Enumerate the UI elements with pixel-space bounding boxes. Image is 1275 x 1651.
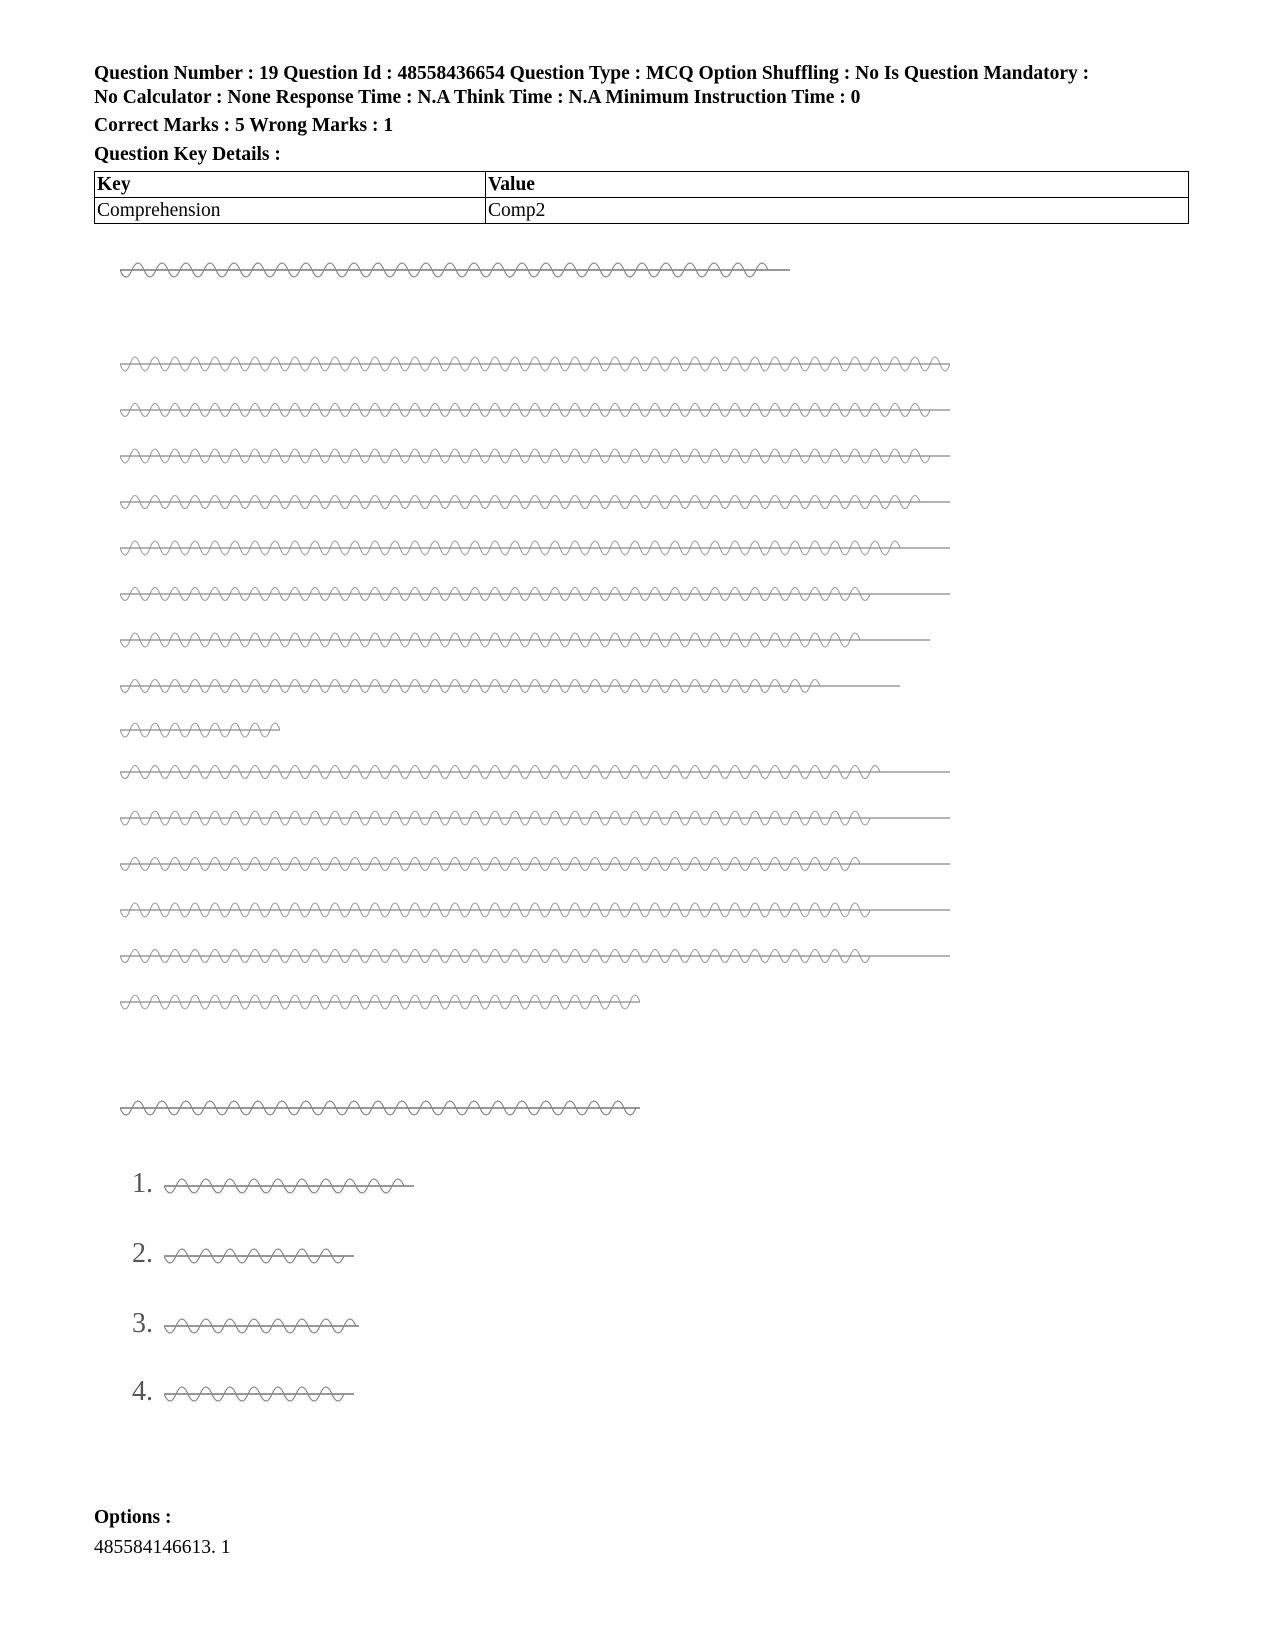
passage-line-3 bbox=[120, 444, 950, 474]
options-heading: Options : bbox=[94, 1507, 172, 1528]
question-header bbox=[94, 62, 1189, 224]
option-text-2 bbox=[164, 1244, 354, 1274]
table-cell-value: Comp2 bbox=[486, 198, 1189, 224]
option-number-2: 2. bbox=[132, 1238, 153, 1269]
question-meta-line-2: No Calculator : None Response Time : N.A Think Time : N.A Minimum Instruction Time : 0 bbox=[94, 87, 861, 108]
passage-line-7 bbox=[120, 628, 930, 658]
option-id-row: 485584146613. 1 bbox=[94, 1537, 231, 1558]
key-details-heading: Question Key Details : bbox=[94, 144, 281, 165]
table-header-value: Value bbox=[486, 172, 1189, 198]
option-number-3: 3. bbox=[132, 1308, 153, 1339]
passage-line-13 bbox=[120, 898, 950, 928]
tibetan-passage-image bbox=[120, 258, 1000, 1478]
option-text-3 bbox=[164, 1314, 359, 1344]
table-header-key: Key bbox=[95, 172, 486, 198]
passage-line-9 bbox=[120, 718, 280, 748]
passage-line-4 bbox=[120, 490, 950, 520]
passage-line-14 bbox=[120, 944, 950, 974]
option-number-4: 4. bbox=[132, 1376, 153, 1407]
passage-prompt-line bbox=[120, 258, 790, 288]
passage-line-11 bbox=[120, 806, 950, 836]
passage-line-10 bbox=[120, 760, 950, 790]
marks-line: Correct Marks : 5 Wrong Marks : 1 bbox=[94, 115, 394, 136]
option-text-1 bbox=[164, 1174, 414, 1204]
key-details-table bbox=[94, 171, 1189, 224]
passage-line-1 bbox=[120, 352, 950, 382]
question-meta-line-1: Question Number : 19 Question Id : 48558436654 Question Type : MCQ Option Shuffling : No Is Question Mandatory : bbox=[94, 63, 1090, 84]
option-number-1: 1. bbox=[132, 1168, 153, 1199]
question-stem-line bbox=[120, 1096, 640, 1126]
passage-line-6 bbox=[120, 582, 950, 612]
passage-line-8 bbox=[120, 674, 900, 704]
table-cell-key: Comprehension bbox=[95, 198, 486, 224]
passage-line-15 bbox=[120, 990, 640, 1020]
passage-line-5 bbox=[120, 536, 950, 566]
table-header-row bbox=[95, 172, 1189, 198]
table-row bbox=[95, 198, 1189, 224]
passage-line-12 bbox=[120, 852, 950, 882]
option-text-4 bbox=[164, 1382, 354, 1412]
passage-line-2 bbox=[120, 398, 950, 428]
